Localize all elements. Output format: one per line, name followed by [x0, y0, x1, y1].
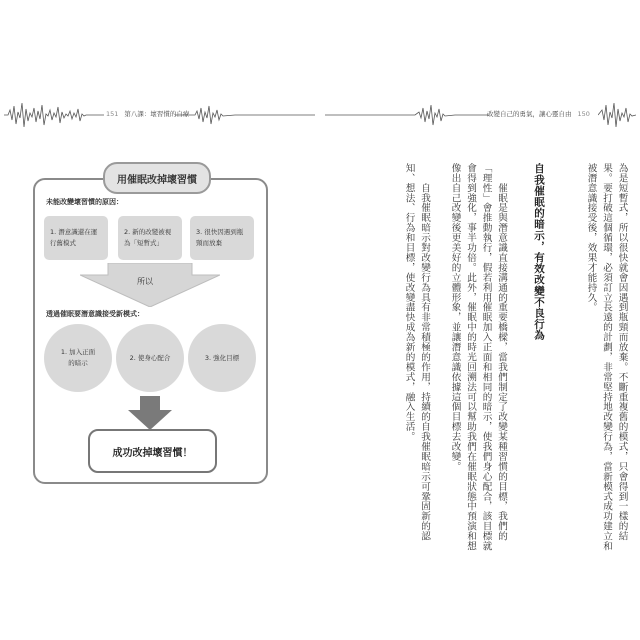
- method-circle: [188, 324, 256, 392]
- text-column: 果。要打破這個循環，必須訂立長遠的計劃，非常堅持地改變行為，當新模式成功建立和: [601, 163, 612, 552]
- left-wave-line: [175, 100, 315, 130]
- methods-heading: 透過催眠要潛意識接受新模式：: [46, 310, 144, 318]
- reason-box: [118, 216, 182, 260]
- method-text: 2. 使身心配合: [129, 353, 171, 362]
- reason-text: 3. 很快因遇到瓶: [196, 228, 244, 236]
- reasons-heading: 未能改變壞習慣的原因：: [46, 198, 123, 206]
- reason-text: 為「短暫式」: [124, 239, 163, 247]
- method-circle: [116, 324, 184, 392]
- body-paragraph-2: [447, 163, 509, 552]
- right-book-title: 改變自己的勇氣，讓心靈自由: [487, 110, 572, 118]
- method-circle: [44, 324, 112, 392]
- text-column: 會得到強化，事半功倍。此外，催眠中的時光回溯法可以幫助我們在催眠狀態中預演和想: [465, 163, 476, 552]
- method-text: 1. 加入正面: [60, 348, 96, 356]
- left-wave-decoration: [4, 100, 104, 130]
- reason-box: [44, 216, 108, 260]
- reason-text: 2. 新的改變被視: [124, 228, 172, 236]
- section-heading: 自我催眠的暗示，有效改變不良行為: [533, 163, 545, 341]
- left-page-number: 151: [106, 110, 119, 118]
- text-column: 知、想法、行為和目標，使改變盡快成為新的模式，融入生活。: [403, 163, 415, 442]
- body-paragraph-3: [401, 163, 432, 542]
- text-column: 被潛意識接受後，效果才能持久。: [585, 163, 597, 313]
- text-column: 催眠是與潛意識直接溝通的重要橋樑，當我們制定了改變某種習慣的目標，我們的: [496, 163, 507, 542]
- result-box: 成功改掉壞習慣！: [88, 429, 217, 473]
- method-text: 的暗示: [68, 359, 88, 367]
- text-column: 自我催眠暗示對改變行為具有非常積極的作用，持續的自我催眠暗示可鞏固新的認: [419, 163, 430, 542]
- text-column: 「理性」會推動執行，假若利用催眠加入正面和相同的暗示，使我們身心配合，該目標就: [480, 163, 492, 552]
- right-wave-line: [325, 100, 490, 130]
- left-chapter-title: 第八課：壞習慣的自療: [124, 110, 190, 118]
- right-page-header: [487, 109, 596, 118]
- so-label: 所以: [137, 277, 153, 286]
- text-column: 為是短暫式，所以很快就會因遇到瓶頸而放棄。不斷重複舊的模式，只會得到一樣的結: [616, 163, 628, 542]
- diagram-title: 用催眠改掉壞習慣: [103, 162, 211, 194]
- text-column: 像出自己改變後更美好的立體形象，並讓潛意識依據這個目標去改變。: [449, 163, 461, 472]
- method-text: 3. 強化目標: [204, 353, 240, 362]
- reason-text: 1. 潛意識還在運: [50, 228, 98, 236]
- body-paragraph-1: [583, 163, 630, 552]
- right-page-number: 150: [577, 110, 590, 118]
- reason-text: 頸而放棄: [196, 239, 222, 247]
- reason-text: 行舊模式: [50, 239, 76, 247]
- right-wave-decoration: [598, 100, 636, 130]
- down-arrow-small-icon: [128, 396, 172, 430]
- reason-box: [190, 216, 254, 260]
